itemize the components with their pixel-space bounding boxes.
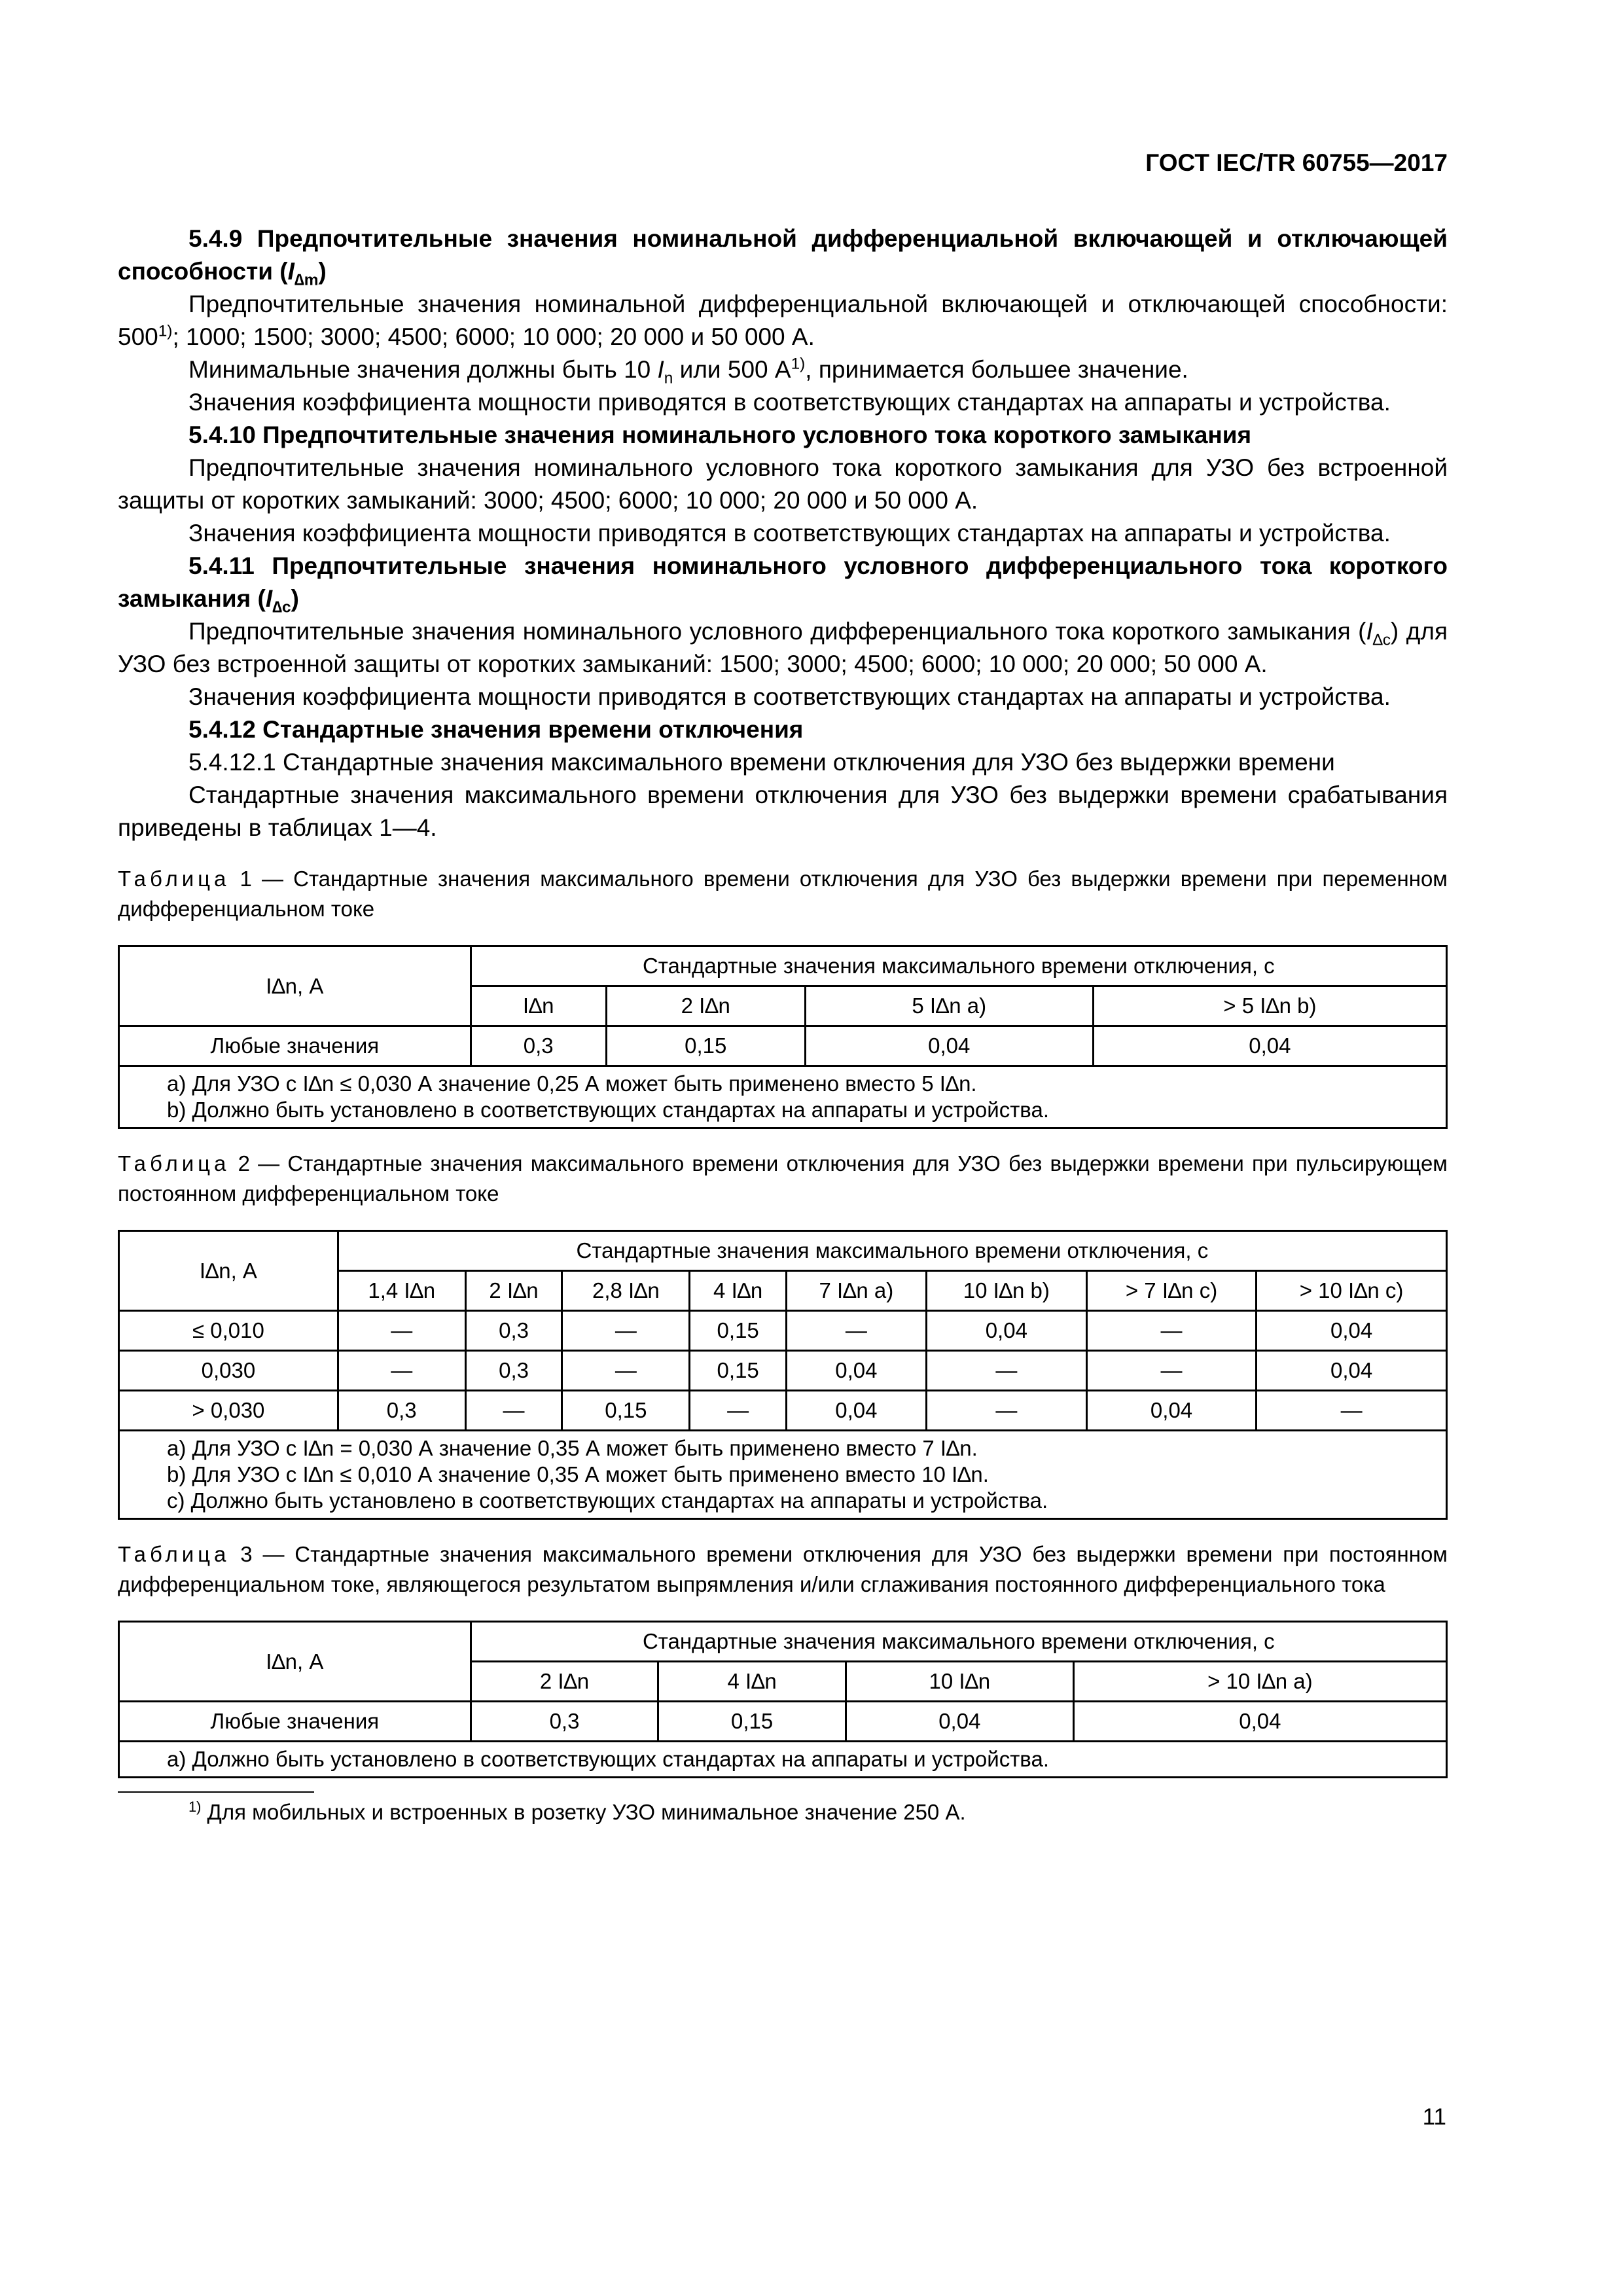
table-cell: — bbox=[690, 1391, 787, 1431]
table-cell: — bbox=[1086, 1311, 1256, 1351]
table-header-cell: I∆n bbox=[471, 986, 606, 1026]
table-note: b) Для УЗО с I∆n ≤ 0,010 А значение 0,35 А может быть применено вместо 10 I∆n. bbox=[167, 1462, 989, 1486]
table-cell: 0,04 bbox=[1073, 1702, 1446, 1742]
table-header-span: Стандартные значения максимального времени отключения, с bbox=[471, 1622, 1446, 1662]
table-header-cell: > 10 I∆n c) bbox=[1257, 1271, 1447, 1311]
table-cell: Любые значения bbox=[119, 1026, 471, 1066]
table-cell: — bbox=[1257, 1391, 1447, 1431]
table-cell: — bbox=[562, 1311, 690, 1351]
table-cell: 0,15 bbox=[690, 1351, 787, 1391]
table-cell: 0,3 bbox=[338, 1391, 465, 1431]
table-header-cell: 1,4 I∆n bbox=[338, 1271, 465, 1311]
table-note: a) Должно быть установлено в соответствующих стандартах на аппараты и устройства. bbox=[167, 1747, 1049, 1771]
table-header-cell: 2,8 I∆n bbox=[562, 1271, 690, 1311]
table-header-cell: 10 I∆n b) bbox=[926, 1271, 1086, 1311]
table-notes bbox=[119, 1066, 1447, 1128]
table-3 bbox=[118, 1621, 1448, 1778]
table-cell: — bbox=[926, 1391, 1086, 1431]
table-row bbox=[119, 1351, 1447, 1391]
table-3-caption: Таблица 3 — Стандартные значения максимального времени отключения для УЗО без выдержки времени при постоянном дифференциальном токе, являющегося результатом выпрямления и/или сглаживания постоянного дифференциального тока bbox=[118, 1542, 1448, 1596]
document-id: ГОСТ IEC/TR 60755—2017 bbox=[1145, 149, 1448, 176]
table-cell: 0,04 bbox=[1257, 1311, 1447, 1351]
table-note: c) Должно быть установлено в соответствующих стандартах на аппараты и устройства. bbox=[167, 1488, 1048, 1513]
table-header-cell: 4 I∆n bbox=[690, 1271, 787, 1311]
table-cell: — bbox=[562, 1351, 690, 1391]
table-row bbox=[119, 1311, 1447, 1351]
table-cell: 0,3 bbox=[465, 1351, 562, 1391]
table-cell: 0,04 bbox=[805, 1026, 1093, 1066]
table-cell: 0,04 bbox=[926, 1311, 1086, 1351]
section-5-4-10-title: 5.4.10 Предпочтительные значения номинального условного тока короткого замыкания bbox=[188, 422, 1252, 448]
table-note: a) Для УЗО с I∆n = 0,030 А значение 0,35 А может быть применено вместо 7 I∆n. bbox=[167, 1436, 978, 1460]
section-5-4-9-title: 5.4.9 Предпочтительные значения номинальной дифференциальной включающей и отключающей способности $(I_{\Delta m})$ bbox=[118, 225, 1448, 289]
section-5-4-12-title: 5.4.12 Стандартные значения времени отключения bbox=[188, 716, 804, 743]
table-header-cell: > 5 I∆n b) bbox=[1093, 986, 1446, 1026]
table-cell: — bbox=[926, 1351, 1086, 1391]
table-cell: 0,04 bbox=[1086, 1391, 1256, 1431]
table-cell: 0,030 bbox=[119, 1351, 338, 1391]
section-5-4-10-p2: Значения коэффициента мощности приводятся в соответствующих стандартах на аппараты и устройства. bbox=[188, 520, 1391, 547]
table-header-cell: I∆n, А bbox=[119, 1622, 471, 1702]
table-cell: 0,3 bbox=[471, 1702, 658, 1742]
table-cell: — bbox=[338, 1311, 465, 1351]
table-header-cell: I∆n, А bbox=[119, 946, 471, 1026]
table-cell: — bbox=[465, 1391, 562, 1431]
page-number: 11 bbox=[1422, 2104, 1446, 2130]
table-cell: 0,04 bbox=[787, 1391, 927, 1431]
table-cell: 0,15 bbox=[690, 1311, 787, 1351]
table-header-cell: > 7 I∆n c) bbox=[1086, 1271, 1256, 1311]
table-header-cell: 5 I∆n a) bbox=[805, 986, 1093, 1026]
section-5-4-11-p2: Значения коэффициента мощности приводятся в соответствующих стандартах на аппараты и устройства. bbox=[188, 683, 1391, 710]
table-header-cell: 2 I∆n bbox=[606, 986, 805, 1026]
table-header-cell: 10 I∆n bbox=[846, 1662, 1073, 1702]
table-2-caption: Таблица 2 — Стандартные значения максимального времени отключения для УЗО без выдержки времени при пульсирующем постоянном дифференциальном токе bbox=[118, 1151, 1448, 1206]
section-5-4-9-p3: Значения коэффициента мощности приводятся в соответствующих стандартах на аппараты и устройства. bbox=[188, 389, 1391, 416]
table-cell: ≤ 0,010 bbox=[119, 1311, 338, 1351]
table-2 bbox=[118, 1230, 1448, 1520]
table-cell: 0,04 bbox=[1257, 1351, 1447, 1391]
section-5-4-9-p1: Предпочтительные значения номинальной дифференциальной включающей и отключающей способности: 500$^{1)}$; 1000; 1500; 3000; 4500; 6000; 10 000; 20 000 и 50 000 А. bbox=[118, 291, 1448, 350]
table-header-cell: 2 I∆n bbox=[465, 1271, 562, 1311]
table-cell: — bbox=[1086, 1351, 1256, 1391]
table-row bbox=[119, 1026, 1447, 1066]
footnote-divider bbox=[118, 1791, 314, 1793]
section-5-4-12-1: 5.4.12.1 Стандартные значения максимального времени отключения для УЗО без выдержки времени bbox=[188, 749, 1335, 776]
section-5-4-11-p1: Предпочтительные значения номинального условного дифференциального тока короткого замыкания $(I_{\Delta c})$ для УЗО без встроенной защиты от коротких замыканий: 1500; 3000; 4500; 6000; 10 000; 20 000; 50 000 А. bbox=[118, 618, 1448, 677]
table-cell: 0,15 bbox=[562, 1391, 690, 1431]
table-header-cell: 2 I∆n bbox=[471, 1662, 658, 1702]
table-cell: 0,15 bbox=[606, 1026, 805, 1066]
table-header-cell: I∆n, А bbox=[119, 1231, 338, 1311]
table-cell: 0,3 bbox=[465, 1311, 562, 1351]
table-header-cell: 7 I∆n a) bbox=[787, 1271, 927, 1311]
table-row bbox=[119, 1391, 1447, 1431]
table-header-span: Стандартные значения максимального времени отключения, с bbox=[338, 1231, 1446, 1271]
table-cell: — bbox=[787, 1311, 927, 1351]
table-header-span: Стандартные значения максимального времени отключения, с bbox=[471, 946, 1446, 986]
table-cell: — bbox=[338, 1351, 465, 1391]
table-header-cell: 4 I∆n bbox=[658, 1662, 846, 1702]
table-cell: 0,04 bbox=[787, 1351, 927, 1391]
table-cell: 0,3 bbox=[471, 1026, 606, 1066]
section-5-4-12-p2: Стандартные значения максимального времени отключения для УЗО без выдержки времени срабатывания приведены в таблицах 1—4. bbox=[118, 781, 1448, 841]
footnote: $^{1)}$ Для мобильных и встроенных в розетку УЗО минимальное значение 250 А. bbox=[188, 1799, 966, 1824]
table-notes bbox=[119, 1742, 1447, 1778]
table-notes bbox=[119, 1431, 1447, 1519]
table-note: a) Для УЗО с I∆n ≤ 0,030 А значение 0,25 А может быть применено вместо 5 I∆n. bbox=[167, 1071, 977, 1096]
table-cell: 0,15 bbox=[658, 1702, 846, 1742]
table-cell: 0,04 bbox=[1093, 1026, 1446, 1066]
table-1 bbox=[118, 945, 1448, 1129]
section-5-4-10-p1: Предпочтительные значения номинального условного тока короткого замыкания для УЗО без встроенной защиты от коротких замыканий: 3000; 4500; 6000; 10 000; 20 000 и 50 000 А. bbox=[118, 454, 1448, 514]
table-cell: > 0,030 bbox=[119, 1391, 338, 1431]
section-5-4-11-title: 5.4.11 Предпочтительные значения номинального условного дифференциального тока короткого замыкания $(I_{\Delta c})$ bbox=[118, 552, 1448, 617]
table-note: b) Должно быть установлено в соответствующих стандартах на аппараты и устройства. bbox=[167, 1098, 1049, 1122]
main-content bbox=[118, 223, 1448, 1827]
table-1-caption: Таблица 1 — Стандартные значения максимального времени отключения для УЗО без выдержки времени при переменном дифференциальном токе bbox=[118, 867, 1448, 921]
table-header-cell: > 10 I∆n a) bbox=[1073, 1662, 1446, 1702]
table-cell: 0,04 bbox=[846, 1702, 1073, 1742]
table-cell: Любые значения bbox=[119, 1702, 471, 1742]
table-row bbox=[119, 1702, 1447, 1742]
section-5-4-9-p2: Минимальные значения должны быть 10 $I_n$ или 500 $А^{1)}$, принимается большее значение. bbox=[188, 355, 1188, 387]
